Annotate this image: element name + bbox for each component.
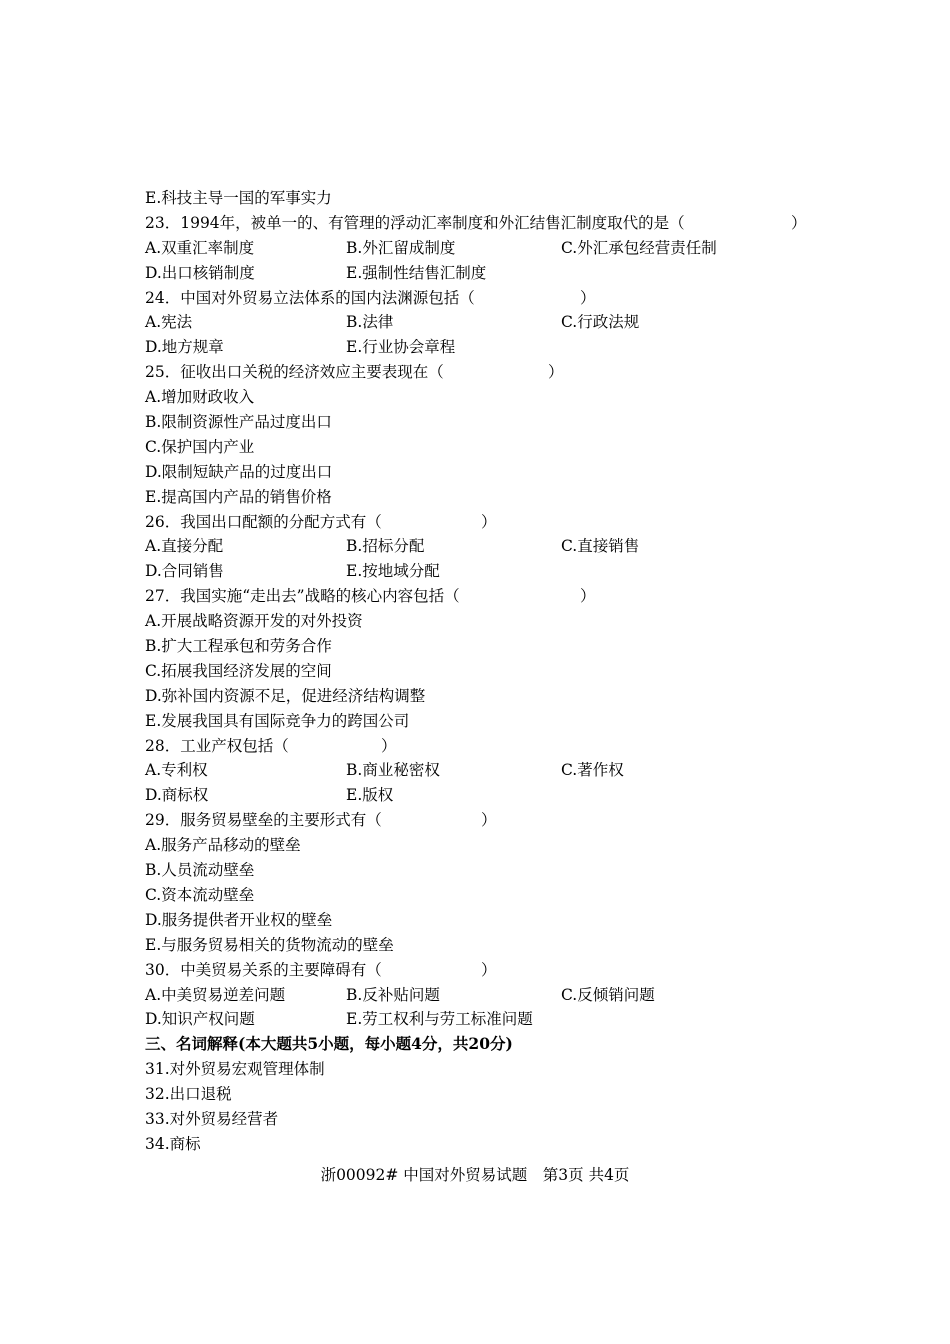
option-a: A.直接分配 bbox=[145, 537, 224, 556]
answer-paren-close: ） bbox=[481, 960, 497, 979]
option-c: C.外汇承包经营责任制 bbox=[561, 238, 717, 257]
question-text: 27．我国实施“走出去”战略的核心内容包括（ bbox=[145, 587, 460, 606]
option-c: C.拓展我国经济发展的空间 bbox=[145, 661, 332, 680]
options-row bbox=[145, 335, 825, 360]
option-b: B.扩大工程承包和劳务合作 bbox=[145, 637, 332, 656]
option-c: C.资本流动壁垒 bbox=[145, 885, 255, 904]
option-d: D.服务提供者开业权的壁垒 bbox=[145, 910, 333, 929]
option-a: A.专利权 bbox=[145, 761, 208, 780]
options-row bbox=[145, 783, 825, 808]
exam-page-body bbox=[145, 186, 825, 1157]
question-30 bbox=[145, 958, 825, 983]
options-row bbox=[145, 559, 825, 584]
section-heading: 三、名词解释(本大题共5小题，每小题4分，共20分) bbox=[145, 1034, 513, 1054]
question-28 bbox=[145, 734, 825, 759]
question-31: 31.对外贸易宏观管理体制 bbox=[145, 1060, 325, 1079]
question-26 bbox=[145, 510, 825, 535]
question-34: 34.商标 bbox=[145, 1134, 201, 1153]
option-a: A.服务产品移动的壁垒 bbox=[145, 836, 301, 855]
option-d: D.限制短缺产品的过度出口 bbox=[145, 462, 333, 481]
question-25 bbox=[145, 360, 825, 385]
question-text: 30．中美贸易关系的主要障碍有（ bbox=[145, 960, 382, 979]
option-e: E.行业协会章程 bbox=[346, 338, 456, 357]
question-24 bbox=[145, 286, 825, 311]
option-d: D.知识产权问题 bbox=[145, 1010, 255, 1029]
option-a: A.双重汇率制度 bbox=[145, 238, 255, 257]
page-footer: 浙00092# 中国对外贸易试题 第3页 共4页 bbox=[320, 1166, 630, 1184]
option-a: A.开展战略资源开发的对外投资 bbox=[145, 612, 363, 631]
question-33: 33.对外贸易经营者 bbox=[145, 1109, 279, 1128]
option-b: B.法律 bbox=[346, 313, 394, 332]
question-23 bbox=[145, 211, 825, 236]
options-row bbox=[145, 261, 825, 286]
options-row bbox=[145, 236, 825, 261]
answer-paren-close: ） bbox=[481, 811, 497, 830]
option-d: D.地方规章 bbox=[145, 338, 224, 357]
option-b: B.外汇留成制度 bbox=[346, 238, 456, 257]
option-e: E.与服务贸易相关的货物流动的壁垒 bbox=[145, 935, 394, 954]
option-b: B.商业秘密权 bbox=[346, 761, 440, 780]
option-e: E.发展我国具有国际竞争力的跨国公司 bbox=[145, 711, 410, 730]
option-d: D.出口核销制度 bbox=[145, 263, 255, 282]
option-c: C.保护国内产业 bbox=[145, 437, 255, 456]
options-row bbox=[145, 534, 825, 559]
option-e: E.提高国内产品的销售价格 bbox=[145, 487, 332, 506]
option-c: C.直接销售 bbox=[561, 537, 640, 556]
option-b: B.限制资源性产品过度出口 bbox=[145, 413, 332, 432]
options-row bbox=[145, 758, 825, 783]
question-29 bbox=[145, 808, 825, 833]
options-row bbox=[145, 983, 825, 1008]
question-text: 25．征收出口关税的经济效应主要表现在（ bbox=[145, 363, 444, 382]
option-d: D.合同销售 bbox=[145, 562, 224, 581]
option-b: B.反补贴问题 bbox=[346, 985, 440, 1004]
question-32: 32.出口退税 bbox=[145, 1085, 232, 1104]
question-text: 24．中国对外贸易立法体系的国内法渊源包括（ bbox=[145, 288, 475, 307]
option-c: C.著作权 bbox=[561, 761, 624, 780]
answer-paren-close: ） bbox=[580, 288, 596, 307]
option-a: A.宪法 bbox=[145, 313, 193, 332]
answer-paren-close: ） bbox=[791, 213, 807, 232]
question-text: 29．服务贸易壁垒的主要形式有（ bbox=[145, 811, 382, 830]
option-c: C.行政法规 bbox=[561, 313, 640, 332]
options-row bbox=[145, 310, 825, 335]
option-d: D.商标权 bbox=[145, 786, 209, 805]
option-a: A.中美贸易逆差问题 bbox=[145, 985, 286, 1004]
answer-paren-close: ） bbox=[481, 512, 497, 531]
option-a: A.增加财政收入 bbox=[145, 388, 255, 407]
question-text: 23．1994年，被单一的、有管理的浮动汇率制度和外汇结售汇制度取代的是（ bbox=[145, 213, 685, 232]
option-e: E.版权 bbox=[346, 786, 394, 805]
answer-paren-close: ） bbox=[381, 736, 397, 755]
option-e: E.按地域分配 bbox=[346, 562, 440, 581]
answer-paren-close: ） bbox=[548, 363, 564, 382]
question-text: 28．工业产权包括（ bbox=[145, 736, 289, 755]
answer-paren-close: ） bbox=[580, 587, 596, 606]
option-b: B.招标分配 bbox=[346, 537, 425, 556]
option-c: C.反倾销问题 bbox=[561, 985, 655, 1004]
option-d: D.弥补国内资源不足，促进经济结构调整 bbox=[145, 686, 426, 705]
option-line: E.科技主导一国的军事实力 bbox=[145, 189, 332, 207]
question-text: 26．我国出口配额的分配方式有（ bbox=[145, 512, 382, 531]
question-27 bbox=[145, 584, 825, 609]
option-b: B.人员流动壁垒 bbox=[145, 861, 255, 880]
option-e: E.劳工权利与劳工标准问题 bbox=[346, 1010, 533, 1029]
option-e: E.强制性结售汇制度 bbox=[346, 263, 487, 282]
options-row bbox=[145, 1007, 825, 1032]
